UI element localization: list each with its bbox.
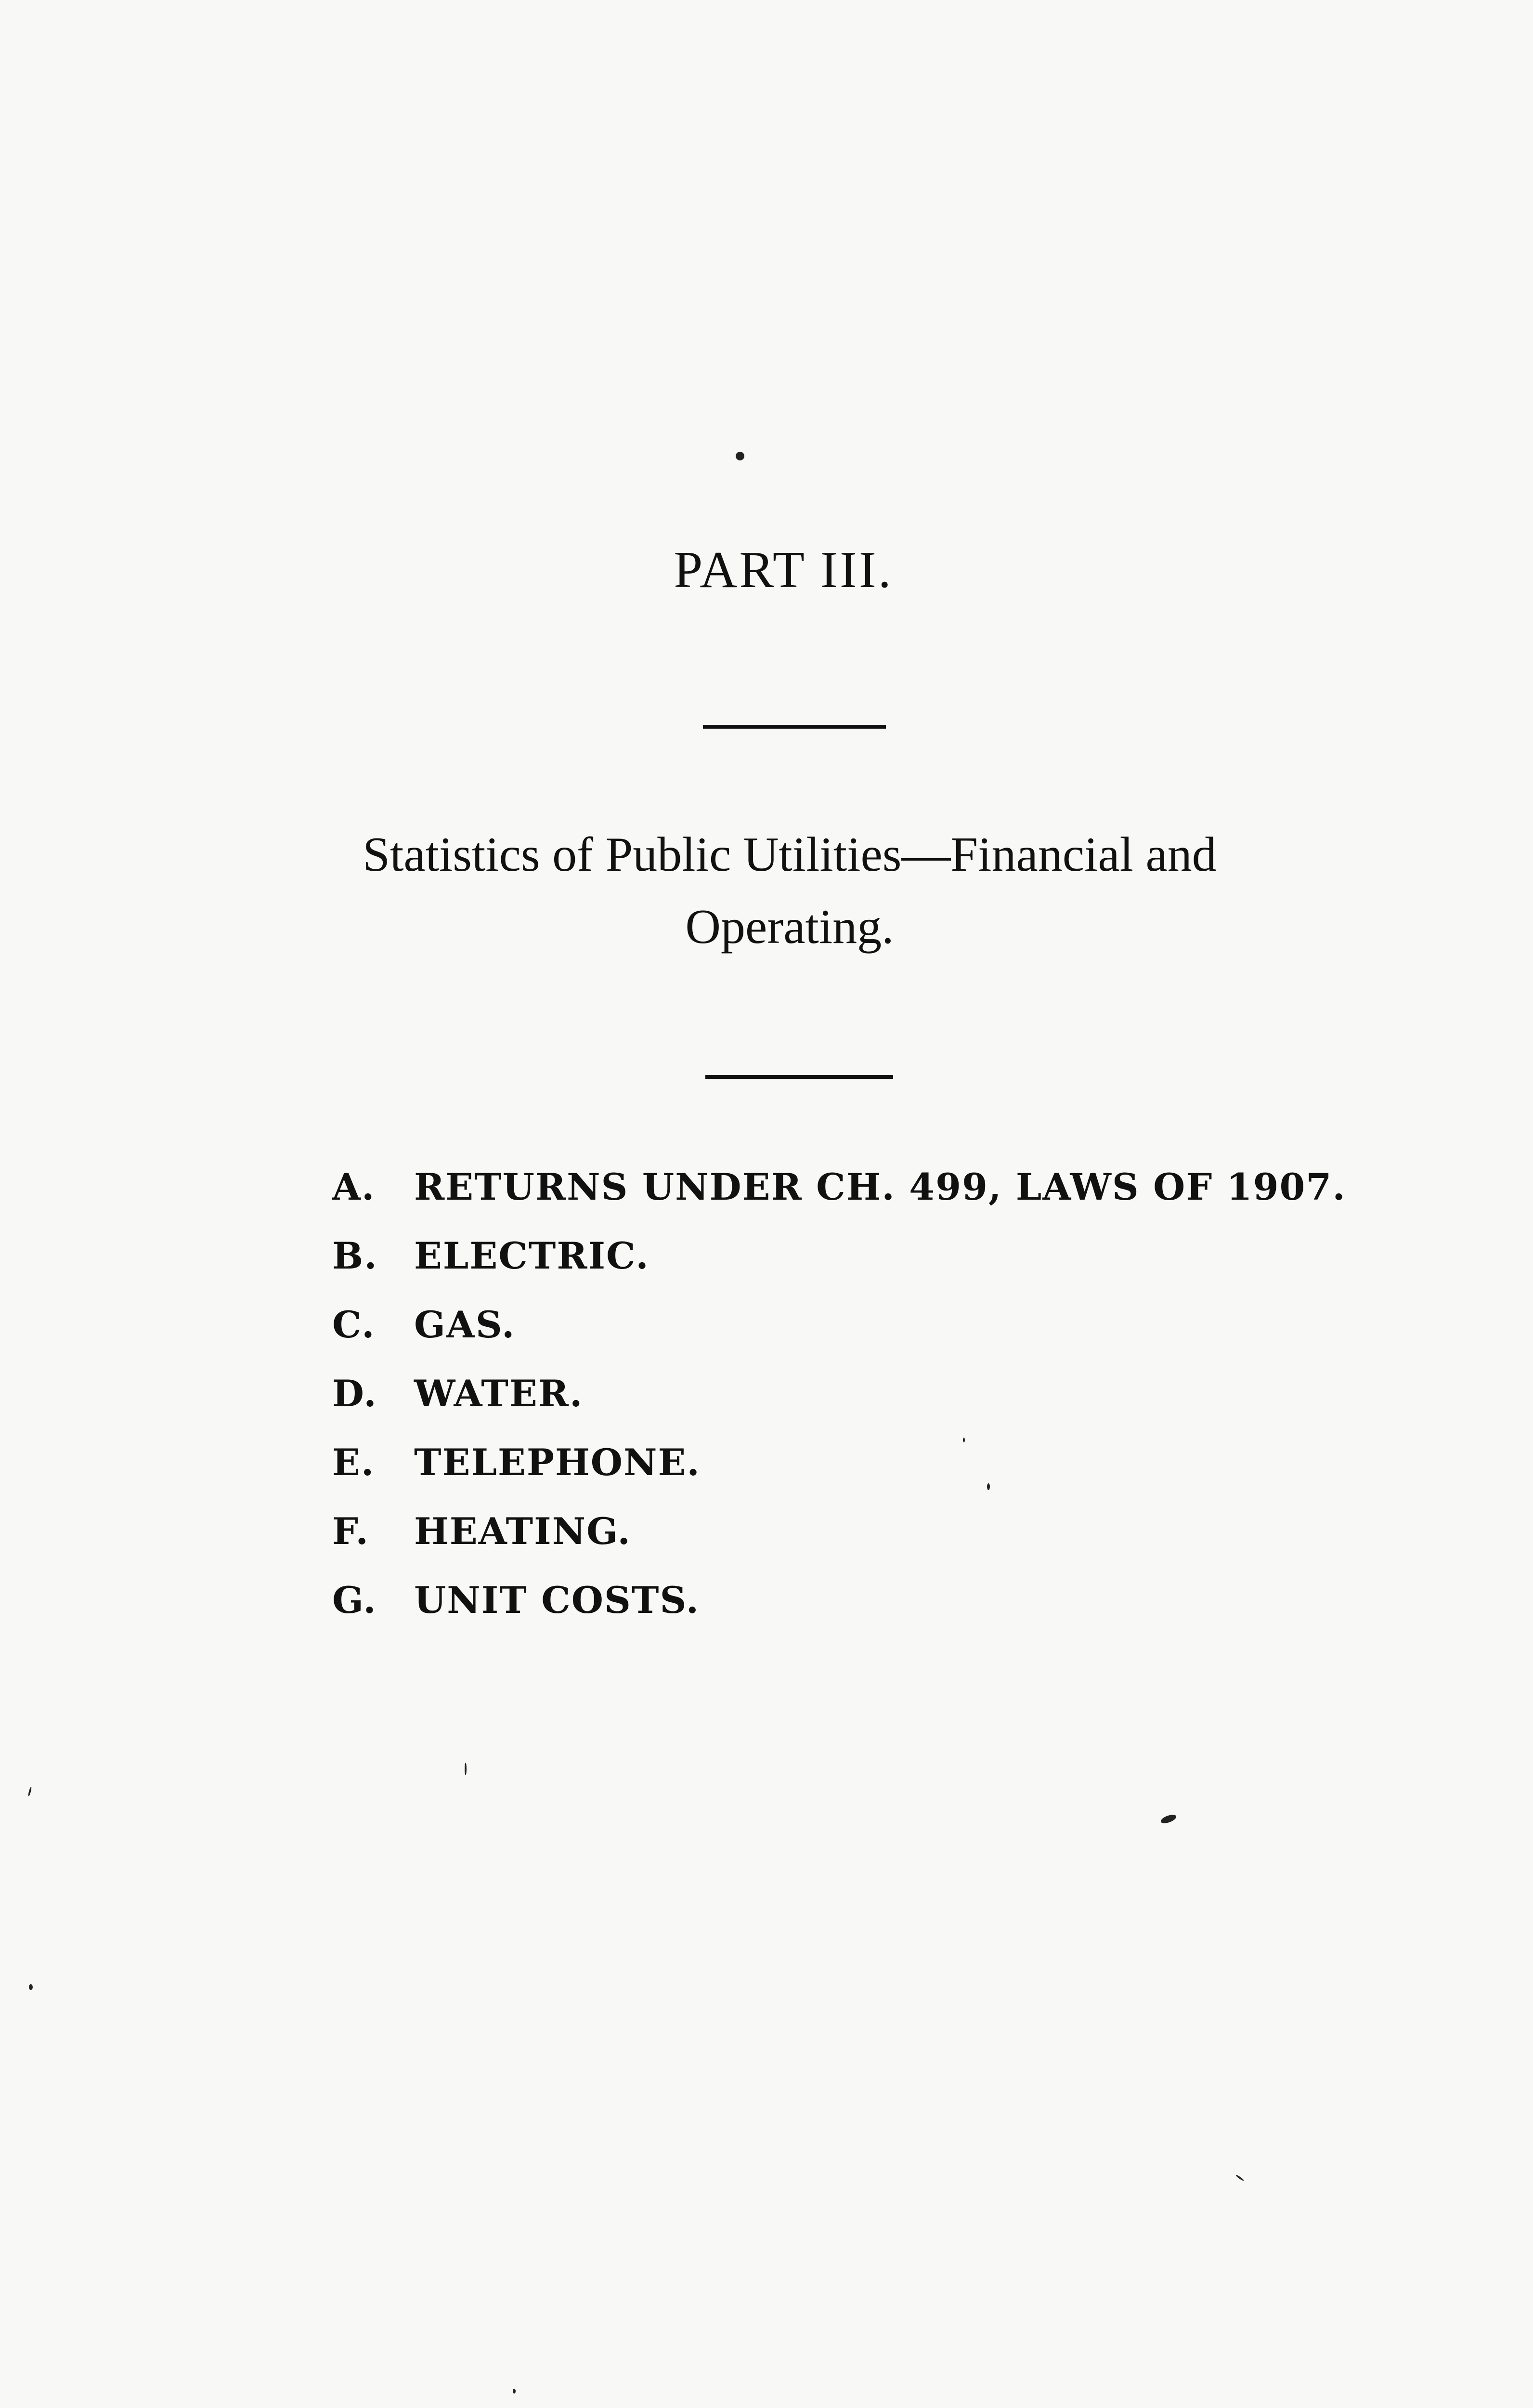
divider-rule bbox=[705, 1075, 893, 1079]
item-letter: D. bbox=[332, 1372, 377, 1415]
subtitle-line: Operating. bbox=[685, 900, 894, 954]
item-text: HEATING. bbox=[414, 1510, 631, 1553]
contents-item bbox=[332, 1303, 1391, 1372]
scan-speck bbox=[27, 1787, 32, 1796]
scan-speck bbox=[736, 452, 744, 460]
item-text: ELECTRIC. bbox=[414, 1234, 650, 1277]
item-letter: F. bbox=[332, 1510, 369, 1553]
divider-rule bbox=[703, 725, 886, 729]
section-subtitle bbox=[250, 819, 1329, 963]
contents-item bbox=[332, 1510, 1391, 1579]
item-text: TELEPHONE. bbox=[414, 1441, 701, 1484]
part-heading: PART III. bbox=[674, 541, 893, 599]
contents-item bbox=[332, 1579, 1391, 1648]
item-letter: B. bbox=[332, 1234, 378, 1277]
item-letter: A. bbox=[332, 1165, 376, 1208]
contents-item bbox=[332, 1372, 1391, 1441]
scan-speck bbox=[513, 2389, 516, 2394]
scan-speck bbox=[1235, 2174, 1245, 2182]
scan-speck bbox=[1160, 1813, 1178, 1825]
scan-speck bbox=[465, 1763, 467, 1775]
scan-speck bbox=[29, 1984, 33, 1990]
item-text: UNIT COSTS. bbox=[414, 1579, 700, 1622]
contents-item bbox=[332, 1441, 1391, 1510]
item-letter: E. bbox=[332, 1441, 375, 1484]
contents-list bbox=[332, 1165, 1391, 1648]
item-letter: C. bbox=[332, 1303, 376, 1346]
item-text: WATER. bbox=[414, 1372, 584, 1415]
item-text: GAS. bbox=[414, 1303, 516, 1346]
subtitle-line: Statistics of Public Utilities—Financial and bbox=[363, 827, 1217, 882]
contents-item bbox=[332, 1165, 1391, 1234]
contents-item bbox=[332, 1234, 1391, 1303]
item-letter: G. bbox=[332, 1579, 377, 1622]
item-text: RETURNS UNDER CH. 499, LAWS OF 1907. bbox=[414, 1165, 1346, 1208]
